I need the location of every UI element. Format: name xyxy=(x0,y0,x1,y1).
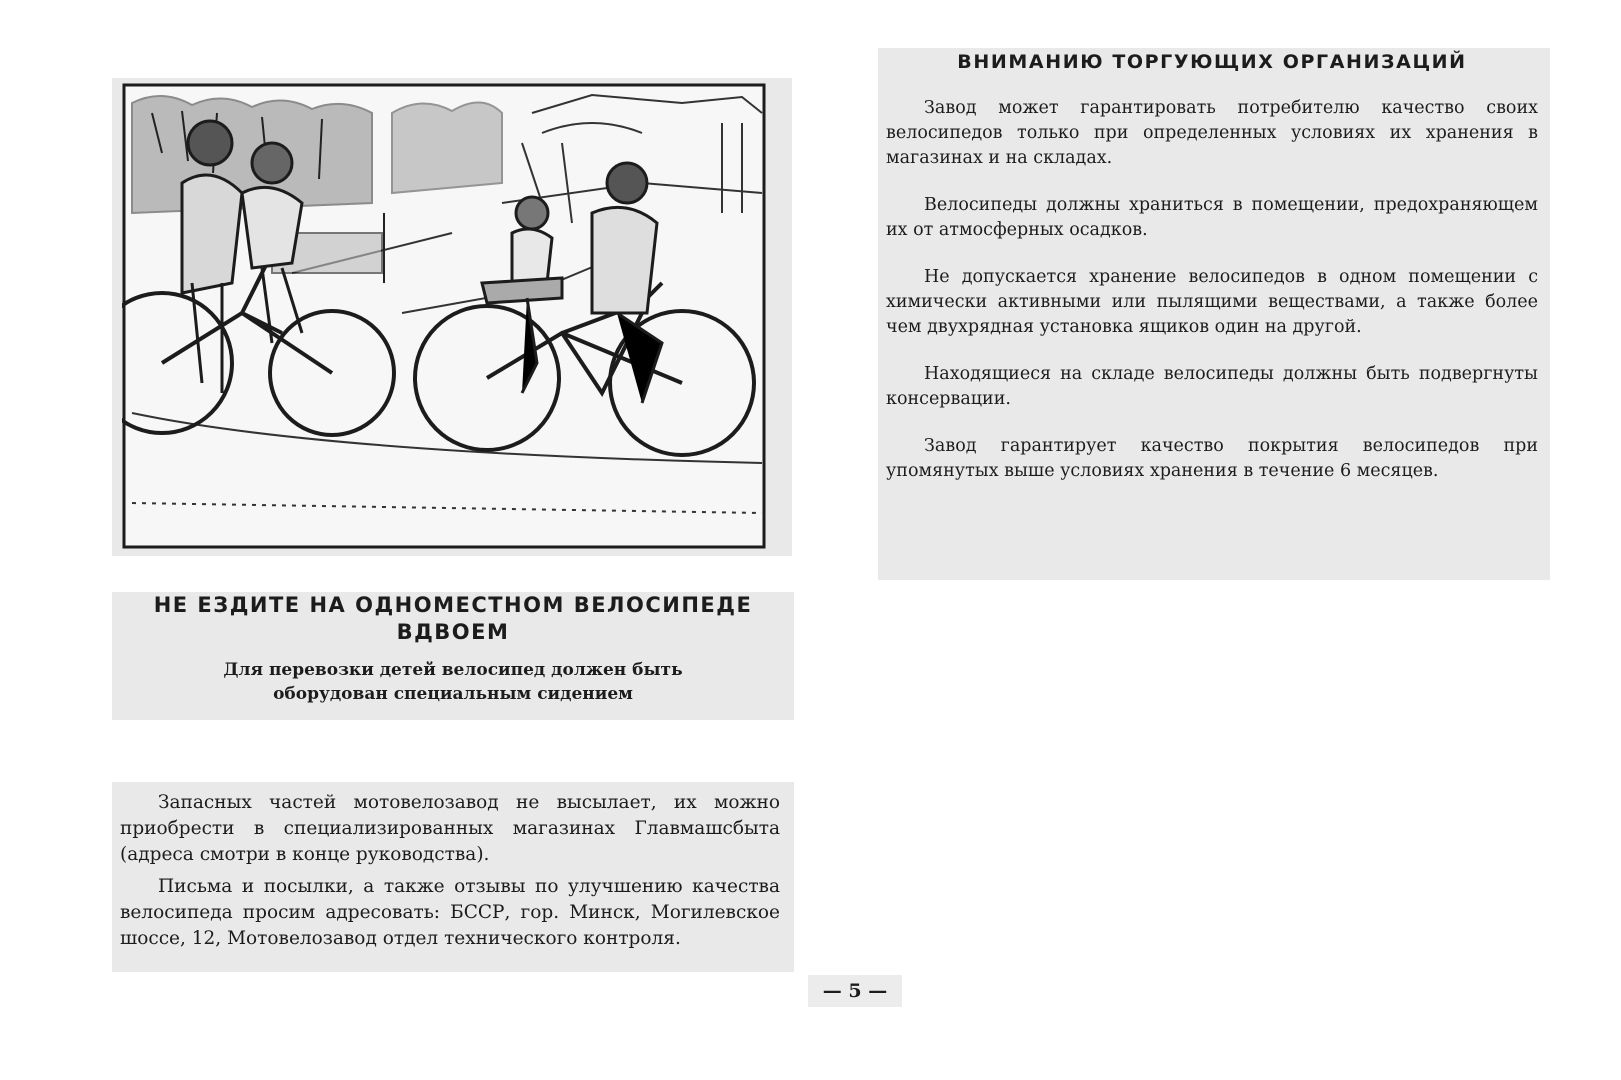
warning-block xyxy=(112,592,794,720)
trade-title: ВНИМАНИЮ ТОРГУЮЩИХ ОРГАНИЗАЦИЙ xyxy=(957,51,1467,73)
spare-parts-block xyxy=(112,782,794,972)
warning-title-line2: ВДВОЕМ xyxy=(396,620,510,644)
cyclists-illustration xyxy=(112,78,792,556)
trade-organizations-block xyxy=(878,48,1550,580)
warning-title-line1: НЕ ЕЗДИТЕ НА ОДНОМЕСТНОМ ВЕЛОСИПЕДЕ xyxy=(153,593,753,617)
trade-paragraph-5: Завод гарантирует качество покрытия велосипедов при упомянутых выше условиях хранения в течение 6 месяцев. xyxy=(886,436,1538,481)
trade-paragraph-1: Завод может гарантировать потребителю качество своих велосипедов только при определенных условиях их хранения в магазинах и на складах. xyxy=(886,98,1538,168)
warning-subtitle-line2: оборудован специальным сидением xyxy=(273,684,633,704)
page-number: — 5 — xyxy=(808,975,902,1007)
trade-paragraph-3: Не допускается хранение велосипедов в одном помещении с химически активными или пылящими веществами, а также более чем двухрядная установка ящиков один на другой. xyxy=(886,267,1538,337)
trade-paragraph-4: Находящиеся на складе велосипеды должны быть подвергнуты консервации. xyxy=(886,364,1538,409)
warning-subtitle-line1: Для перевозки детей велосипед должен быть xyxy=(223,660,683,680)
address-paragraph: Письма и посылки, а также отзывы по улучшению качества велосипеда просим адресовать: БССР, гор. Минск, Могилевское шоссе, 12, Мотовелозавод отдел технического контроля. xyxy=(120,876,780,949)
spare-parts-paragraph: Запасных частей мотовелозавод не высылает, их можно приобрести в специализированных магазинах Главмашсбыта (адреса смотри в конце руководства). xyxy=(120,792,780,865)
trade-paragraph-2: Велосипеды должны храниться в помещении, предохраняющем их от атмосферных осадков. xyxy=(886,195,1538,240)
illustration-drawing xyxy=(122,83,782,551)
